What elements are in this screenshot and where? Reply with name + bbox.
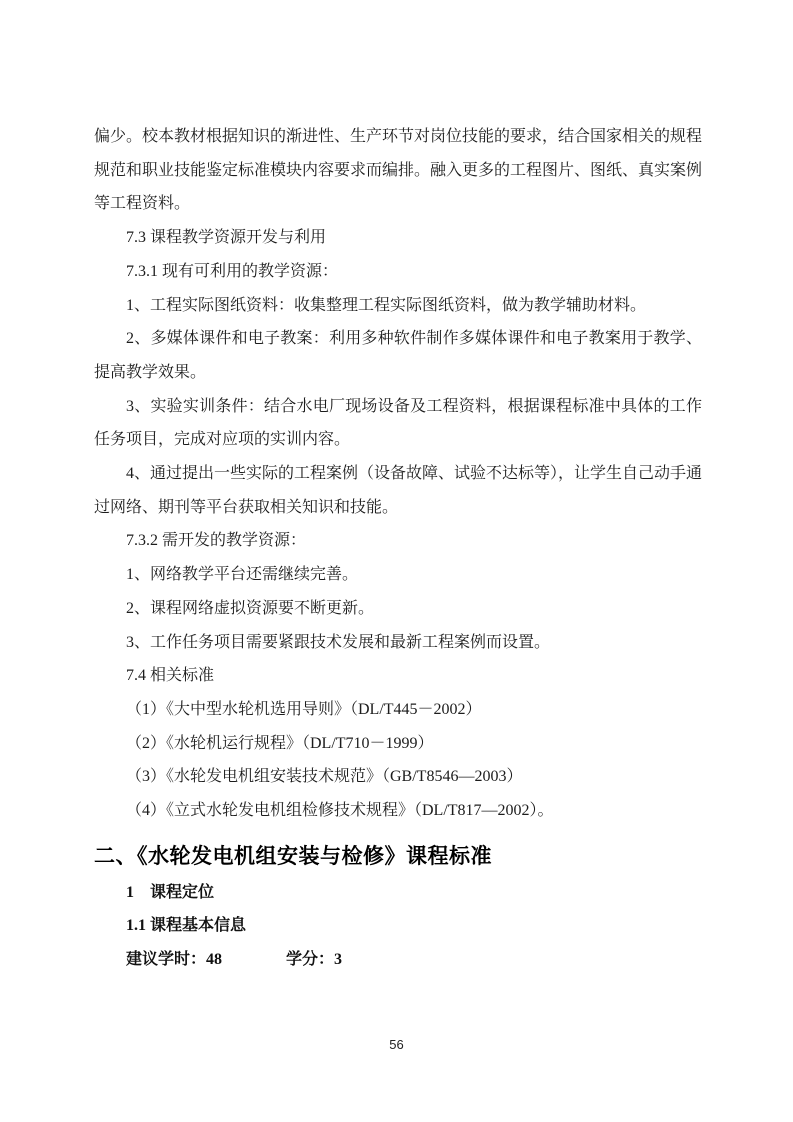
paragraph: （4）《立式水轮发电机组检修技术规程》（DL/T817—2002）。 xyxy=(126,802,554,820)
page-number: 56 xyxy=(389,1037,404,1052)
paragraph: （3）《水轮发电机组安装技术规范》（GB/T8546—2003） xyxy=(126,768,523,786)
section-heading: 二、《水轮发电机组安装与检修》课程标准 xyxy=(94,843,492,868)
paragraph: 3、工作任务项目需要紧跟技术发展和最新工程案例而设置。 xyxy=(126,633,551,651)
document-body xyxy=(94,120,702,977)
paragraph: 4、通过提出一些实际的工程案例（设备故障、试验不达标等），让学生自己动手通过网络、期刊等平台获取相关知识和技能。 xyxy=(94,465,703,516)
paragraph: （1）《大中型水轮机选用导则》（DL/T445－2002） xyxy=(126,700,482,718)
paragraph: 7.3.2 需开发的教学资源： xyxy=(126,532,307,550)
paragraph: 1、网络教学平台还需继续完善。 xyxy=(126,566,359,584)
paragraph: 7.4 相关标准 xyxy=(126,667,215,685)
paragraph: 1.1 课程基本信息 xyxy=(126,917,247,935)
paragraph: （2）《水轮机运行规程》（DL/T710－1999） xyxy=(126,734,434,752)
paragraph: 偏少。校本教材根据知识的渐进性、生产环节对岗位技能的要求，结合国家相关的规程规范和职业技能鉴定标准模块内容要求而编排。融入更多的工程图片、图纸、真实案例等工程资料。 xyxy=(94,128,703,213)
paragraph: 2、多媒体课件和电子教案：利用多种软件制作多媒体课件和电子教案用于教学、提高教学效果。 xyxy=(94,330,702,381)
paragraph: 1 课程定位 xyxy=(126,883,215,901)
paragraph: 2、课程网络虚拟资源要不断更新。 xyxy=(126,599,375,617)
paragraph: 7.3.1 现有可利用的教学资源： xyxy=(126,262,339,280)
paragraph: 7.3 课程教学资源开发与利用 xyxy=(126,229,327,247)
paragraph: 1、工程实际图纸资料：收集整理工程实际图纸资料，做为教学辅助材料。 xyxy=(126,296,647,314)
paragraph: 3、实验实训条件：结合水电厂现场设备及工程资料，根据课程标准中具体的工作任务项目，完成对应项的实训内容。 xyxy=(94,397,702,449)
paragraph: 建议学时：48 学分：3 xyxy=(126,951,343,969)
